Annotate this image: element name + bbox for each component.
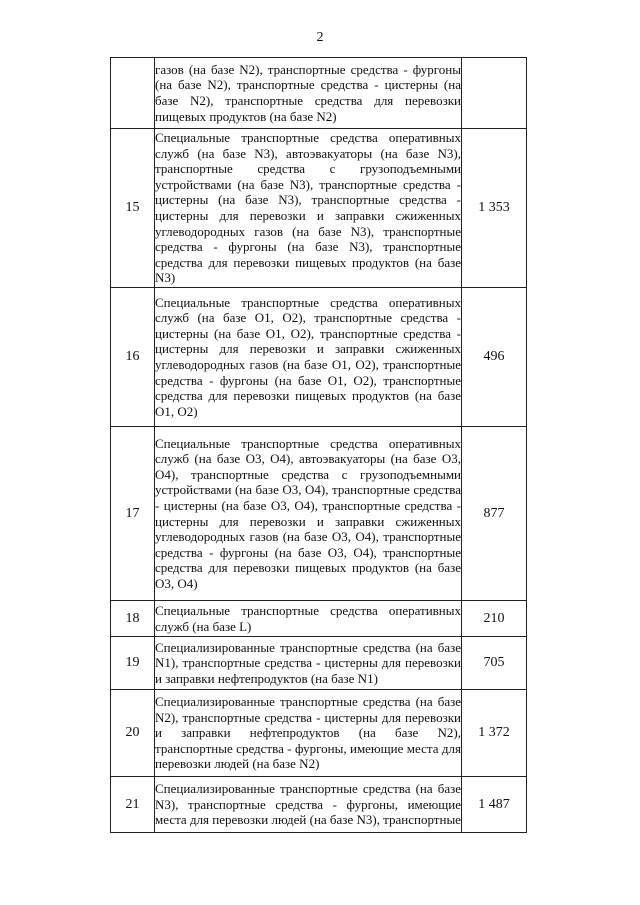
row-description: Специализированные транспортные средства (на базе N2), транспортные средства - цистерны для перевозки и заправки нефтепродуктов (на базе N2), транспортные средства - фургоны, имеющие места для перевозки людей (на базе N2) xyxy=(155,694,461,772)
table-row xyxy=(111,129,527,288)
row-value-cell: 1 353 xyxy=(462,129,527,288)
row-value-cell: 1 487 xyxy=(462,777,527,833)
row-value-cell: 705 xyxy=(462,637,527,690)
vehicle-category-table xyxy=(110,57,527,833)
row-number-cell: 18 xyxy=(111,601,155,637)
row-number-cell: 19 xyxy=(111,637,155,690)
table-row xyxy=(111,690,527,777)
table-row xyxy=(111,777,527,833)
table-row xyxy=(111,58,527,129)
row-description: газов (на базе N2), транспортные средства - фургоны (на базе N2), транспортные средства - цистерны (на базе N2), транспортные средства для перевозки пищевых продуктов (на базе N2) xyxy=(155,61,461,124)
row-description-cell xyxy=(155,58,462,129)
row-value-cell: 496 xyxy=(462,288,527,427)
row-description-cell xyxy=(155,637,462,690)
row-number-cell: 21 xyxy=(111,777,155,833)
row-description-cell xyxy=(155,777,462,833)
row-number-cell: 15 xyxy=(111,129,155,288)
row-description: Специальные транспортные средства оперативных служб (на базе L) xyxy=(155,602,461,634)
row-description-cell xyxy=(155,288,462,427)
row-number-cell xyxy=(111,58,155,129)
row-number-cell: 17 xyxy=(111,427,155,601)
row-description: Специальные транспортные средства оперативных служб (на базе N3), автоэвакуаторы (на базе N3), транспортные средства с грузоподъемными устройствами (на базе N3), транспортные средства - цистерны (на базе N3), транспортные средства - цистерны для перевозки и заправки сжиженных углеводородных газов (на базе N3), транспортные средства - фургоны (на базе N3), транспортные средства для перевозки пищевых продуктов (на базе N3) xyxy=(155,130,461,286)
table-row xyxy=(111,288,527,427)
row-number-cell: 16 xyxy=(111,288,155,427)
table-row xyxy=(111,427,527,601)
row-description: Специализированные транспортные средства (на базе N1), транспортные средства - цистерны для перевозки и заправки нефтепродуктов (на базе N1) xyxy=(155,639,461,686)
row-description-cell xyxy=(155,129,462,288)
row-description: Специализированные транспортные средства (на базе N3), транспортные средства - фургоны, имеющие места для перевозки людей (на базе N3), транспортные xyxy=(155,781,461,828)
row-value-cell: 210 xyxy=(462,601,527,637)
row-value-cell xyxy=(462,58,527,129)
row-value-cell: 877 xyxy=(462,427,527,601)
row-description-cell xyxy=(155,690,462,777)
row-number-cell: 20 xyxy=(111,690,155,777)
row-description-cell xyxy=(155,601,462,637)
page-number: 2 xyxy=(316,30,324,45)
row-description: Специальные транспортные средства оперативных служб (на базе O3, O4), автоэвакуаторы (на базе O3, O4), транспортные средства с грузоподъемными устройствами (на базе O3, O4), транспортные средства - цистерны (на базе O3, O4), транспортные средства - цистерны для перевозки и заправки сжиженных углеводородных газов (на базе O3, O4), транспортные средства - фургоны (на базе O3, O4), транспортные средства для перевозки пищевых продуктов (на базе O3, O4) xyxy=(155,435,461,591)
table-row xyxy=(111,637,527,690)
row-description: Специальные транспортные средства оперативных служб (на базе O1, O2), транспортные средства - цистерны (на базе O1, O2), транспортные средства - цистерны для перевозки и заправки сжиженных углеводородных газов (на базе O1, O2), транспортные средства - фургоны (на базе O1, O2), транспортные средства для перевозки пищевых продуктов (на базе O1, O2) xyxy=(155,294,461,419)
table-row xyxy=(111,601,527,637)
row-description-cell xyxy=(155,427,462,601)
row-value-cell: 1 372 xyxy=(462,690,527,777)
